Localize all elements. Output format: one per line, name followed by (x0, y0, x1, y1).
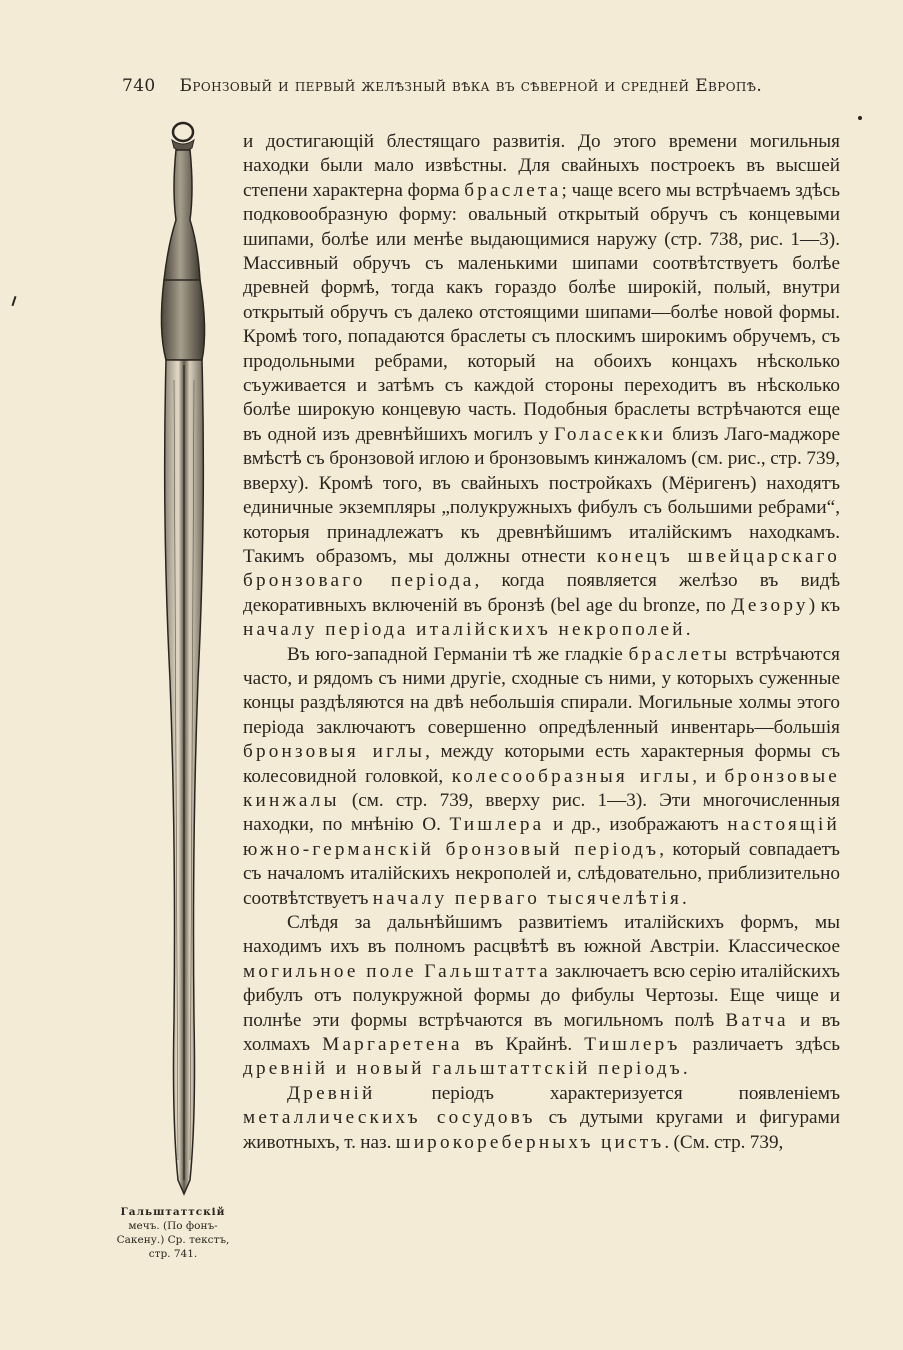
emphasis: колесообразныя иглы (451, 765, 693, 787)
text-run: ; чаще всего мы встрѣчаемъ здѣсь подковообразную форму: овальный открытый обручъ съ концевыми шипами, болѣе или менѣе выдающимися наружу (стр. 738, рис. 1—3). Массивный обручъ съ маленькими шипами соотвѣтствуетъ болѣе древней формѣ, тогда какъ гораздо болѣе широкій, полый, внутри открытый обручъ съ далеко отстоящими шипами—болѣе новой формы. Кромѣ того, попадаются браслеты съ плоскимъ широкимъ обручемъ, съ продольными ребрами, который на обоихъ концахъ нѣсколько съуживается и затѣмъ съ каждой стороны переходитъ въ нѣсколько болѣе широкую концевую часть. Подобныя браслеты встрѣчаются еще въ одной изъ древнѣйшихъ могилъ у (243, 179, 840, 445)
text-run: и др., изображаютъ (544, 814, 728, 836)
emphasis: древній и новый гальштаттскій періодъ (243, 1058, 683, 1080)
text-run: и въ холмахъ (243, 1009, 840, 1056)
text-run: . (682, 1058, 688, 1080)
page-header (122, 76, 802, 96)
text-run: періодъ характеризуется появленіемъ (375, 1082, 840, 1104)
text-run: . (См. стр. 739, (664, 1131, 784, 1153)
text-run: (см. стр. 739, вверху рис. 1—3). Эти многочисленныя находки, по мнѣнію О. (243, 789, 840, 836)
text-run: съ дутыми кругами и фигурами животныхъ, т. наз. (243, 1107, 840, 1153)
paragraph-3 (243, 911, 840, 1082)
emphasis: началу періода италійскихъ некрополей (243, 619, 686, 641)
margin-mark (11, 296, 16, 306)
text-run: встрѣчаются часто, и рядомъ съ ними другіе, сходные съ ними, у которыхъ суженные концы раздѣляются на двѣ небольшія спирали. Могильные холмы этого періода заключаютъ совершенно опредѣленный инвентарь—большія (243, 643, 840, 738)
text-run: , и (692, 765, 725, 787)
text-run: Въ юго-западной Германіи тѣ же гладкіе (287, 643, 629, 665)
caption-title: Гальштаттскій (120, 1206, 226, 1218)
emphasis: широкореберныхъ цистъ (395, 1131, 665, 1153)
text-run: и достигающій блестящаго развитія. До этого времени могильныя находки были мало извѣстны. Для свайныхъ построекъ въ высшей степени характерна форма (243, 131, 840, 201)
emphasis: бронзовыя иглы (243, 741, 426, 763)
emphasis: Ватча (725, 1009, 789, 1031)
emphasis: Тишлера (449, 814, 545, 836)
emphasis: Маргаретена (322, 1034, 463, 1056)
figure-caption (108, 1205, 238, 1261)
paragraph-1 (243, 130, 840, 643)
paragraph-2 (243, 643, 840, 911)
sword-icon (150, 120, 230, 1200)
text-run: ) къ (808, 594, 840, 616)
caption-text: мечъ. (По фонъ-Сакену.) Ср. текстъ, стр. 741. (116, 1220, 230, 1260)
text-run: , который совпадаетъ съ началомъ италійскихъ некрополей и, слѣдовательно, приблизительно соотвѣтствуетъ (243, 838, 840, 909)
text-run: Слѣдя за дальнѣйшимъ развитіемъ италійскихъ формъ, мы находимъ ихъ въ полномъ расцвѣтѣ въ южной Австріи. Классическое (243, 912, 840, 958)
emphasis: Тишлеръ (584, 1034, 681, 1056)
emphasis: бронзовые кинжалы (243, 765, 840, 811)
emphasis: Голасекки (554, 423, 667, 445)
text-run: , когда появляется желѣзо въ видѣ декоративныхъ включеній въ бронзѣ (bel age du bronze, по (243, 570, 841, 616)
text-run: , между которыми есть характерныя формы съ колесовидной головкой, (243, 741, 840, 787)
text-run: . (682, 887, 687, 909)
text-run: . (685, 619, 691, 641)
paragraph-4 (243, 1082, 840, 1155)
emphasis: браслета (464, 179, 562, 201)
emphasis: браслеты (628, 643, 730, 665)
page-number: 740 (122, 76, 156, 96)
emphasis: металлическихъ сосудовъ (243, 1107, 536, 1129)
emphasis: могильное поле Гальштатта (243, 960, 551, 982)
emphasis: Древній (287, 1082, 376, 1104)
emphasis: Дезору (731, 594, 809, 616)
ink-dot (858, 116, 862, 120)
text-run: близъ Лаго-маджоре вмѣстѣ съ бронзовой иглою и бронзовымъ кинжаломъ (см. рис., стр. 739, вверху). Кромѣ того, въ свайныхъ постройкахъ (Мёригенъ) находятъ единичные экземпляры „полукружныхъ фибулъ съ большими ребрами“, которыя принадлежатъ къ древнѣйшимъ италійскимъ находкамъ. Такимъ образомъ, мы должны отнести (243, 423, 840, 567)
emphasis: началу перваго тысячелѣтія (372, 887, 683, 909)
text-run: заключаетъ всю серію италійскихъ фибулъ отъ полукружной формы до фибулы Чертозы. Еще чище и полнѣе эти формы встрѣчаются въ могильномъ полѣ (243, 960, 840, 1031)
emphasis: настоящій южно-германскій бронзовый періодъ (243, 814, 840, 860)
text-run: въ Крайнѣ. (462, 1034, 585, 1056)
running-title: Бронзовый и первый желѣзный вѣка въ сѣверной и средней Европѣ. (179, 76, 763, 96)
text-run: различаетъ здѣсь (680, 1034, 840, 1056)
body-text (243, 130, 840, 1155)
emphasis: конецъ швейцарскаго бронзоваго періода (243, 545, 840, 592)
